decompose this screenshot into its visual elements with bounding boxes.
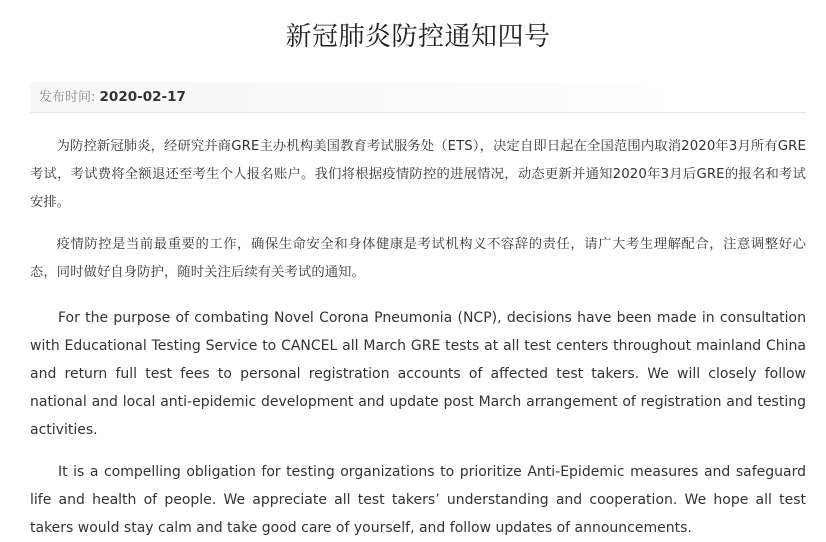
article-body bbox=[30, 133, 806, 542]
notice-page bbox=[30, 0, 806, 542]
publish-info bbox=[30, 82, 806, 113]
publish-label: 发布时间: bbox=[39, 90, 96, 105]
paragraph-cn-1: 为防控新冠肺炎，经研究并商GRE主办机构美国教育考试服务处（ETS），决定自即日起在全国范围内取消2020年3月所有GRE考试，考试费将全额退还至考生个人报名账户。我们将根据疫情防控的进展情况，动态更新并通知2020年3月后GRE的报名和考试安排。 bbox=[30, 139, 806, 210]
publish-date: 2020-02-17 bbox=[99, 89, 186, 105]
paragraph-en-2: It is a compelling obligation for testing organizations to prioritize Anti-Epidemic measures and safeguard life and health of people. We appreciate all test takers’ understanding and cooperation. We hope all test takers would stay calm and take good care of yourself, and follow updates of announcements. bbox=[30, 464, 806, 536]
paragraph-en-1: For the purpose of combating Novel Corona Pneumonia (NCP), decisions have been made in consultation with Educational Testing Service to CANCEL all March GRE tests at all test centers throughout mainland China and return full test fees to personal registration accounts of affected test takers. We will closely follow national and local anti-epidemic development and update post March arrangement of registration and testing activities. bbox=[30, 310, 806, 438]
paragraph-cn-2: 疫情防控是当前最重要的工作，确保生命安全和身体健康是考试机构义不容辞的责任，请广大考生理解配合，注意调整好心态，同时做好自身防护，随时关注后续有关考试的通知。 bbox=[30, 237, 806, 280]
page-title: 新冠肺炎防控通知四号 bbox=[285, 22, 551, 52]
